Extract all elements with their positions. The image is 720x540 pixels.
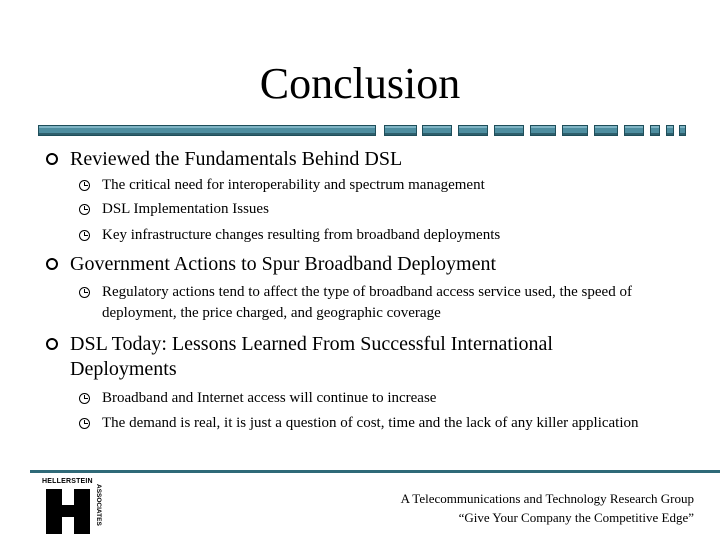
logo-h-left-bar xyxy=(46,489,62,534)
company-logo xyxy=(42,478,100,536)
hollow-circle-bullet-icon xyxy=(46,153,58,165)
list-item-text: Regulatory actions tend to affect the type of broadband access service used, the speed of deployment, the price charged, and geographic coverage xyxy=(102,284,632,321)
logo-h-crossbar xyxy=(62,505,74,517)
clock-bullet-icon xyxy=(79,418,90,429)
divider-segment xyxy=(594,125,618,136)
clock-bullet-icon xyxy=(79,204,90,215)
section-heading-text: DSL Today: Lessons Learned From Successful International Deployments xyxy=(70,333,553,380)
list-item-text: DSL Implementation Issues xyxy=(102,201,269,217)
footer-line-2: “Give Your Company the Competitive Edge” xyxy=(458,510,694,525)
divider-segment xyxy=(422,125,452,136)
footer-line-1: A Telecommunications and Technology Research Group xyxy=(400,491,694,506)
clock-bullet-icon xyxy=(79,287,90,298)
divider-segment xyxy=(666,125,674,136)
divider-segment xyxy=(679,125,686,136)
footer-tagline xyxy=(401,489,694,527)
logo-top-text: HELLERSTEIN xyxy=(42,478,93,485)
logo-h-right-bar xyxy=(74,489,90,534)
divider-segment xyxy=(562,125,588,136)
section-heading-text: Reviewed the Fundamentals Behind DSL xyxy=(70,148,403,170)
list-item-text: The demand is real, it is just a question of cost, time and the lack of any killer application xyxy=(102,415,639,431)
divider-segment xyxy=(624,125,644,136)
clock-bullet-icon xyxy=(79,180,90,191)
clock-bullet-icon xyxy=(79,230,90,241)
divider-segment xyxy=(530,125,556,136)
list-item-text: Broadband and Internet access will continue to increase xyxy=(102,390,437,406)
divider-segment xyxy=(384,125,417,136)
title-divider-bar xyxy=(38,125,686,136)
hollow-circle-bullet-icon xyxy=(46,338,58,350)
section-heading-text: Government Actions to Spur Broadband Deployment xyxy=(70,253,497,275)
footer-rule xyxy=(30,470,720,473)
divider-segment xyxy=(38,125,376,136)
hollow-circle-bullet-icon xyxy=(46,258,58,270)
logo-side-text: ASSOCIATES xyxy=(95,484,102,526)
slide-title: Conclusion xyxy=(259,59,461,108)
list-item-text: Key infrastructure changes resulting from broadband deployments xyxy=(102,227,501,243)
divider-segment xyxy=(650,125,660,136)
divider-segment xyxy=(494,125,524,136)
list-item-text: The critical need for interoperability and spectrum management xyxy=(102,177,485,193)
clock-bullet-icon xyxy=(79,393,90,404)
divider-segment xyxy=(458,125,488,136)
